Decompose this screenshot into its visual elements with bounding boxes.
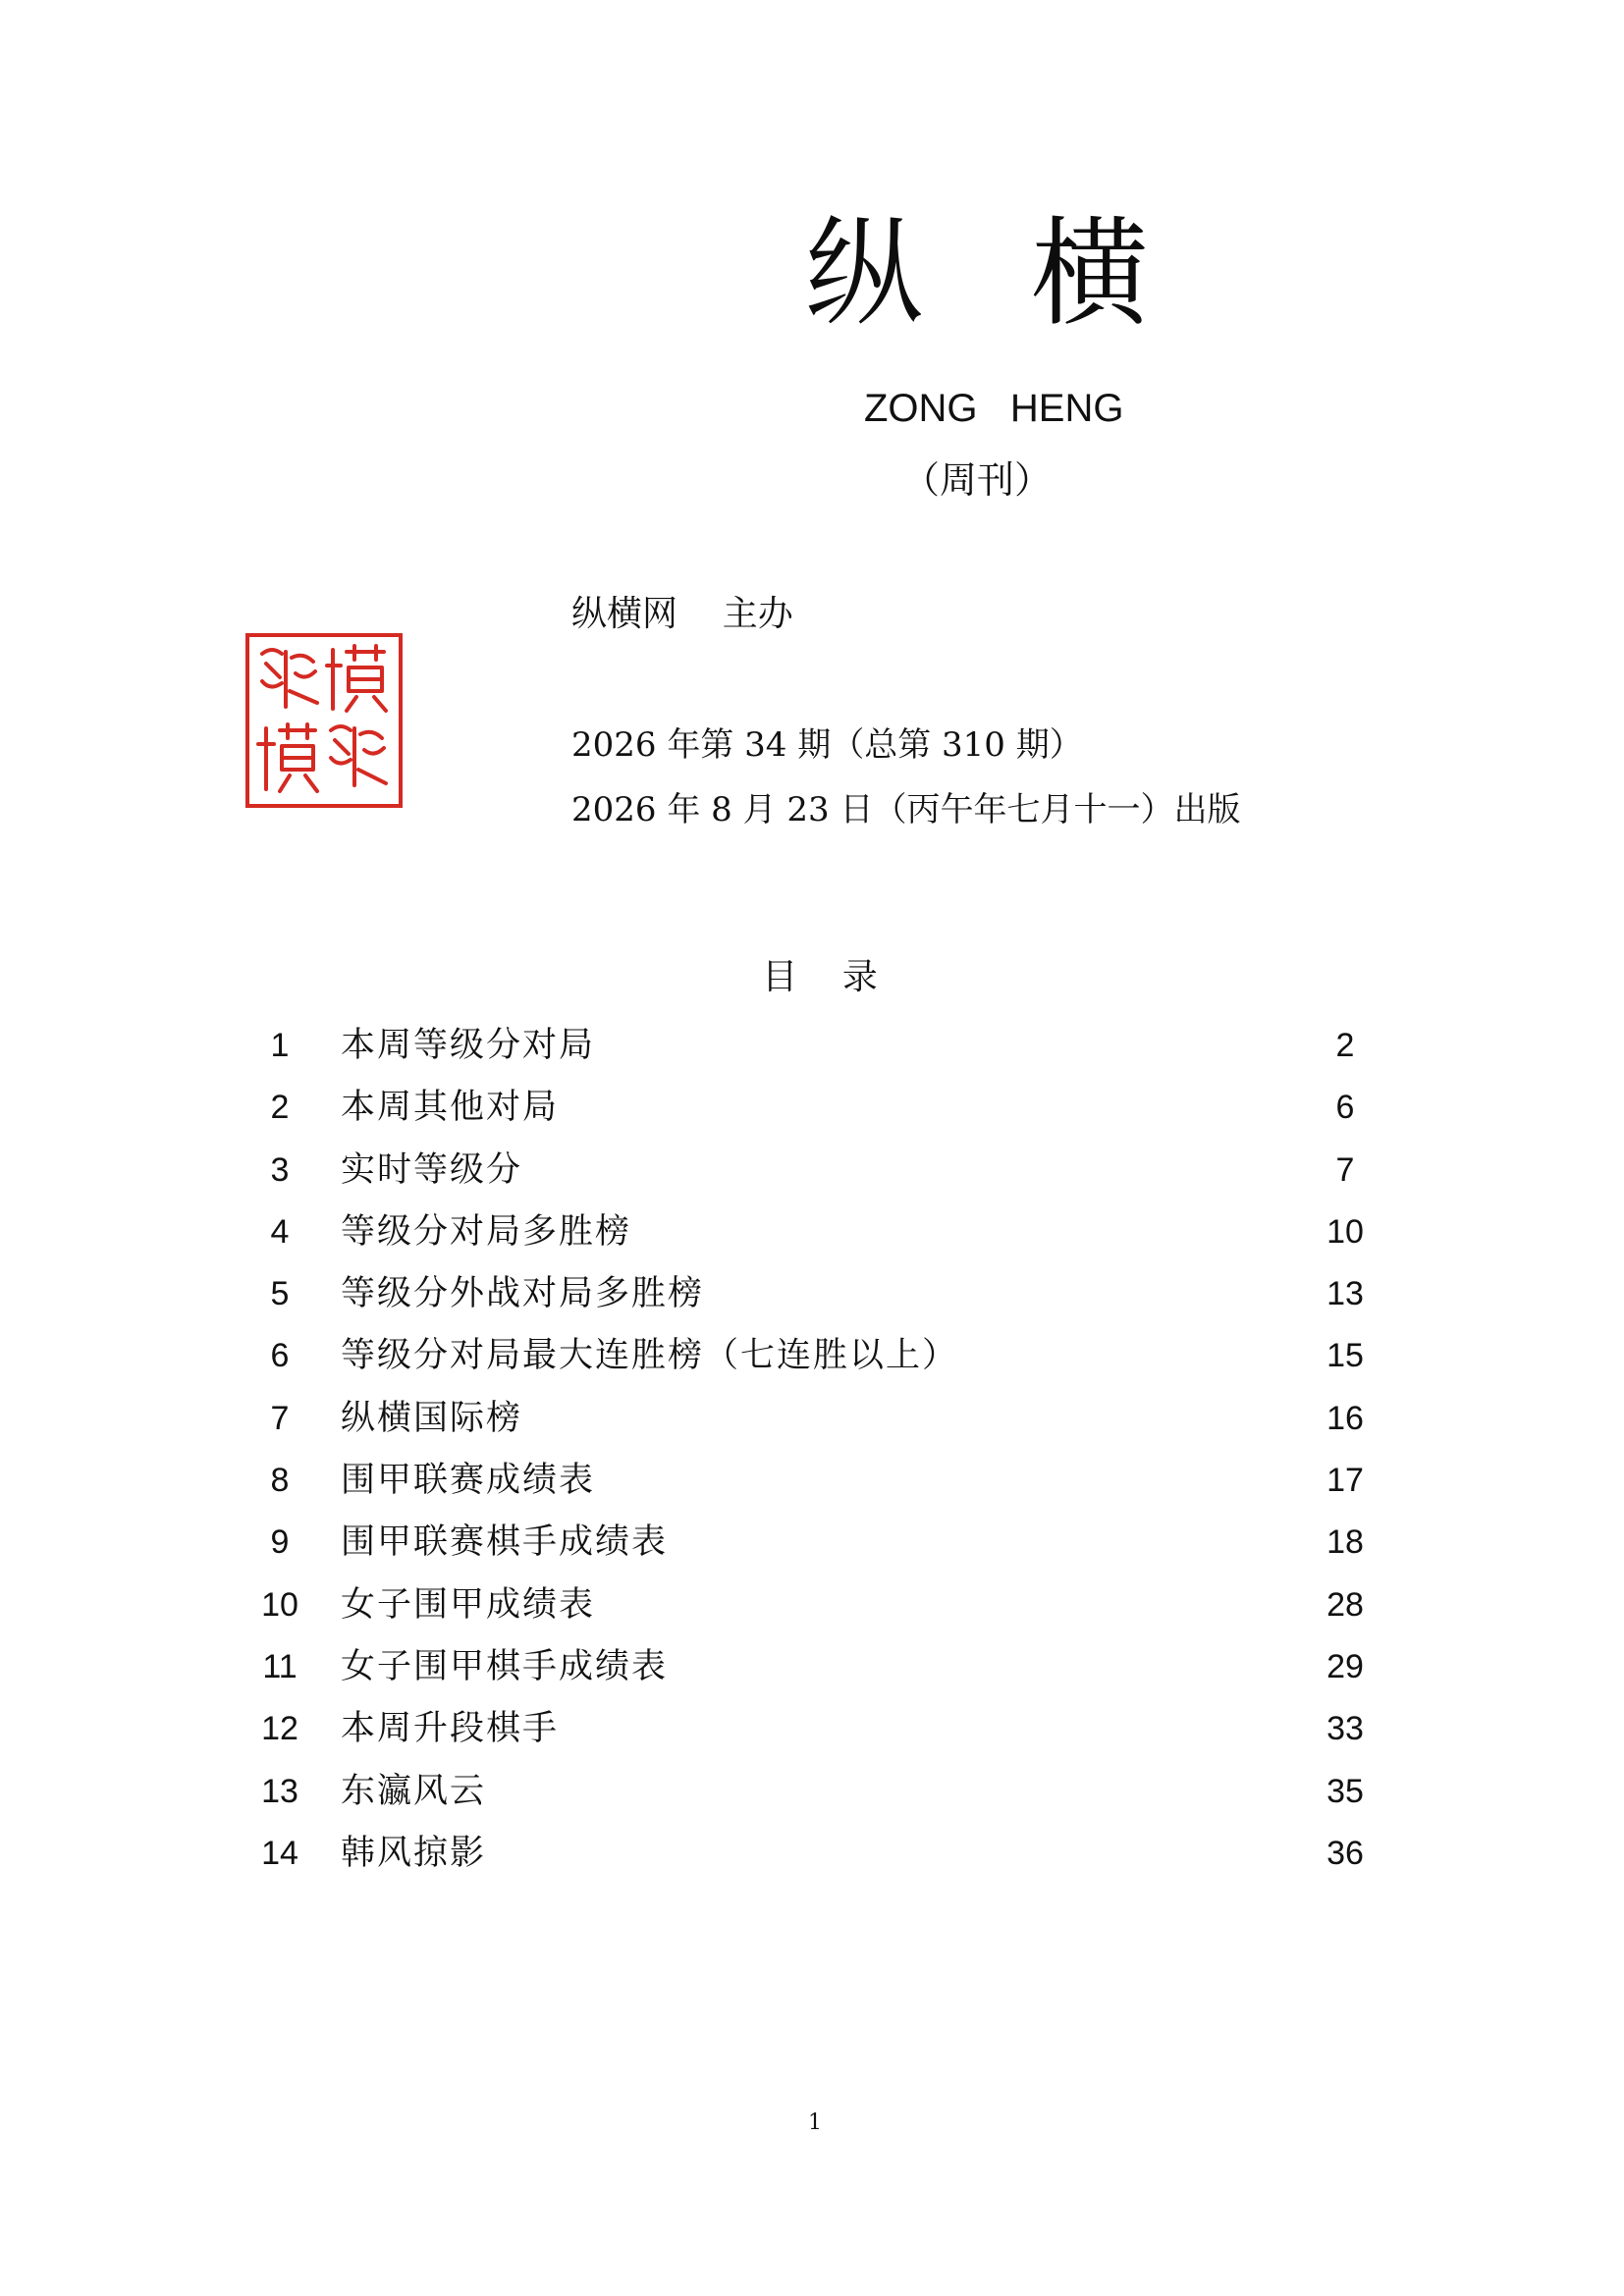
toc-entry-page: 15 — [1326, 1337, 1364, 1375]
toc-entry-page: 18 — [1326, 1523, 1364, 1562]
toc-entry-page: 2 — [1335, 1027, 1355, 1064]
toc-entry-title: 实时等级分 — [341, 1149, 523, 1190]
toc-entry-page: 33 — [1326, 1710, 1364, 1748]
host-organizer: 纵横网 主办 — [571, 594, 793, 634]
table-of-contents — [250, 1023, 1384, 1893]
toc-entry[interactable] — [250, 1520, 1384, 1581]
toc-entry[interactable] — [250, 1271, 1384, 1333]
page-number: 1 — [808, 2110, 822, 2135]
toc-entry-number: 14 — [261, 1834, 298, 1872]
toc-entry-title: 本周等级分对局 — [341, 1026, 596, 1065]
toc-entry-number: 6 — [270, 1337, 290, 1375]
toc-entry-page: 17 — [1326, 1462, 1364, 1500]
toc-entry[interactable] — [250, 1209, 1384, 1271]
toc-entry[interactable] — [250, 1023, 1384, 1085]
toc-entry-page: 35 — [1326, 1772, 1364, 1810]
toc-entry[interactable] — [250, 1769, 1384, 1831]
toc-entry-page: 36 — [1326, 1834, 1364, 1872]
toc-entry-number: 10 — [261, 1585, 298, 1624]
toc-entry-number: 3 — [270, 1150, 290, 1189]
toc-entry-title: 本周其他对局 — [341, 1088, 560, 1128]
toc-entry-title: 本周升段棋手 — [341, 1709, 560, 1749]
toc-entry-number: 11 — [262, 1647, 298, 1685]
toc-entry-number: 9 — [270, 1523, 290, 1562]
issue-number: 2026 年第 34 期（总第 310 期） — [571, 725, 1083, 765]
toc-entry-page: 10 — [1326, 1212, 1364, 1251]
toc-entry-page: 13 — [1326, 1275, 1364, 1313]
toc-entry-title: 女子围甲成绩表 — [341, 1584, 596, 1625]
toc-entry-page: 16 — [1326, 1399, 1364, 1437]
toc-entry-number: 4 — [270, 1212, 290, 1251]
toc-entry[interactable] — [250, 1706, 1384, 1768]
toc-entry[interactable] — [250, 1644, 1384, 1706]
toc-entry-title: 围甲联赛棋手成绩表 — [341, 1522, 669, 1563]
toc-entry-title: 等级分对局最大连胜榜（七连胜以上） — [341, 1336, 959, 1376]
toc-entry[interactable] — [250, 1396, 1384, 1458]
toc-entry-number: 12 — [261, 1710, 298, 1748]
toc-entry-number: 5 — [270, 1275, 290, 1313]
toc-entry-title: 东瀛风云 — [341, 1771, 487, 1811]
toc-entry-number: 13 — [261, 1772, 298, 1810]
toc-entry[interactable] — [250, 1582, 1384, 1644]
subtitle-weekly: （周刊） — [901, 458, 1052, 502]
toc-entry-title: 韩风掠影 — [341, 1833, 487, 1873]
toc-entry-page: 29 — [1326, 1647, 1364, 1685]
toc-entry-number: 8 — [270, 1462, 290, 1500]
toc-entry-title: 等级分对局多胜榜 — [341, 1211, 632, 1252]
toc-entry-page: 28 — [1326, 1585, 1364, 1624]
toc-entry[interactable] — [250, 1831, 1384, 1893]
toc-entry-number: 7 — [270, 1399, 290, 1437]
toc-entry-title: 纵横国际榜 — [341, 1398, 523, 1438]
toc-entry[interactable] — [250, 1148, 1384, 1209]
title-chinese: 纵横 — [805, 206, 1257, 343]
toc-entry-title: 女子围甲棋手成绩表 — [341, 1646, 669, 1686]
title-pinyin: ZONG HENG — [864, 387, 1124, 430]
toc-entry-number: 2 — [270, 1089, 290, 1127]
toc-entry-title: 围甲联赛成绩表 — [341, 1461, 596, 1501]
toc-entry-number: 1 — [270, 1027, 290, 1064]
red-seal-stamp — [244, 632, 404, 809]
toc-entry[interactable] — [250, 1458, 1384, 1520]
toc-entry-page: 6 — [1335, 1089, 1355, 1127]
toc-entry-title: 等级分外战对局多胜榜 — [341, 1274, 705, 1314]
toc-heading: 目 录 — [762, 957, 878, 997]
toc-entry-page: 7 — [1335, 1150, 1355, 1189]
toc-entry[interactable] — [250, 1333, 1384, 1395]
publish-date: 2026 年 8 月 23 日（丙午年七月十一）出版 — [571, 790, 1241, 829]
toc-entry[interactable] — [250, 1085, 1384, 1147]
